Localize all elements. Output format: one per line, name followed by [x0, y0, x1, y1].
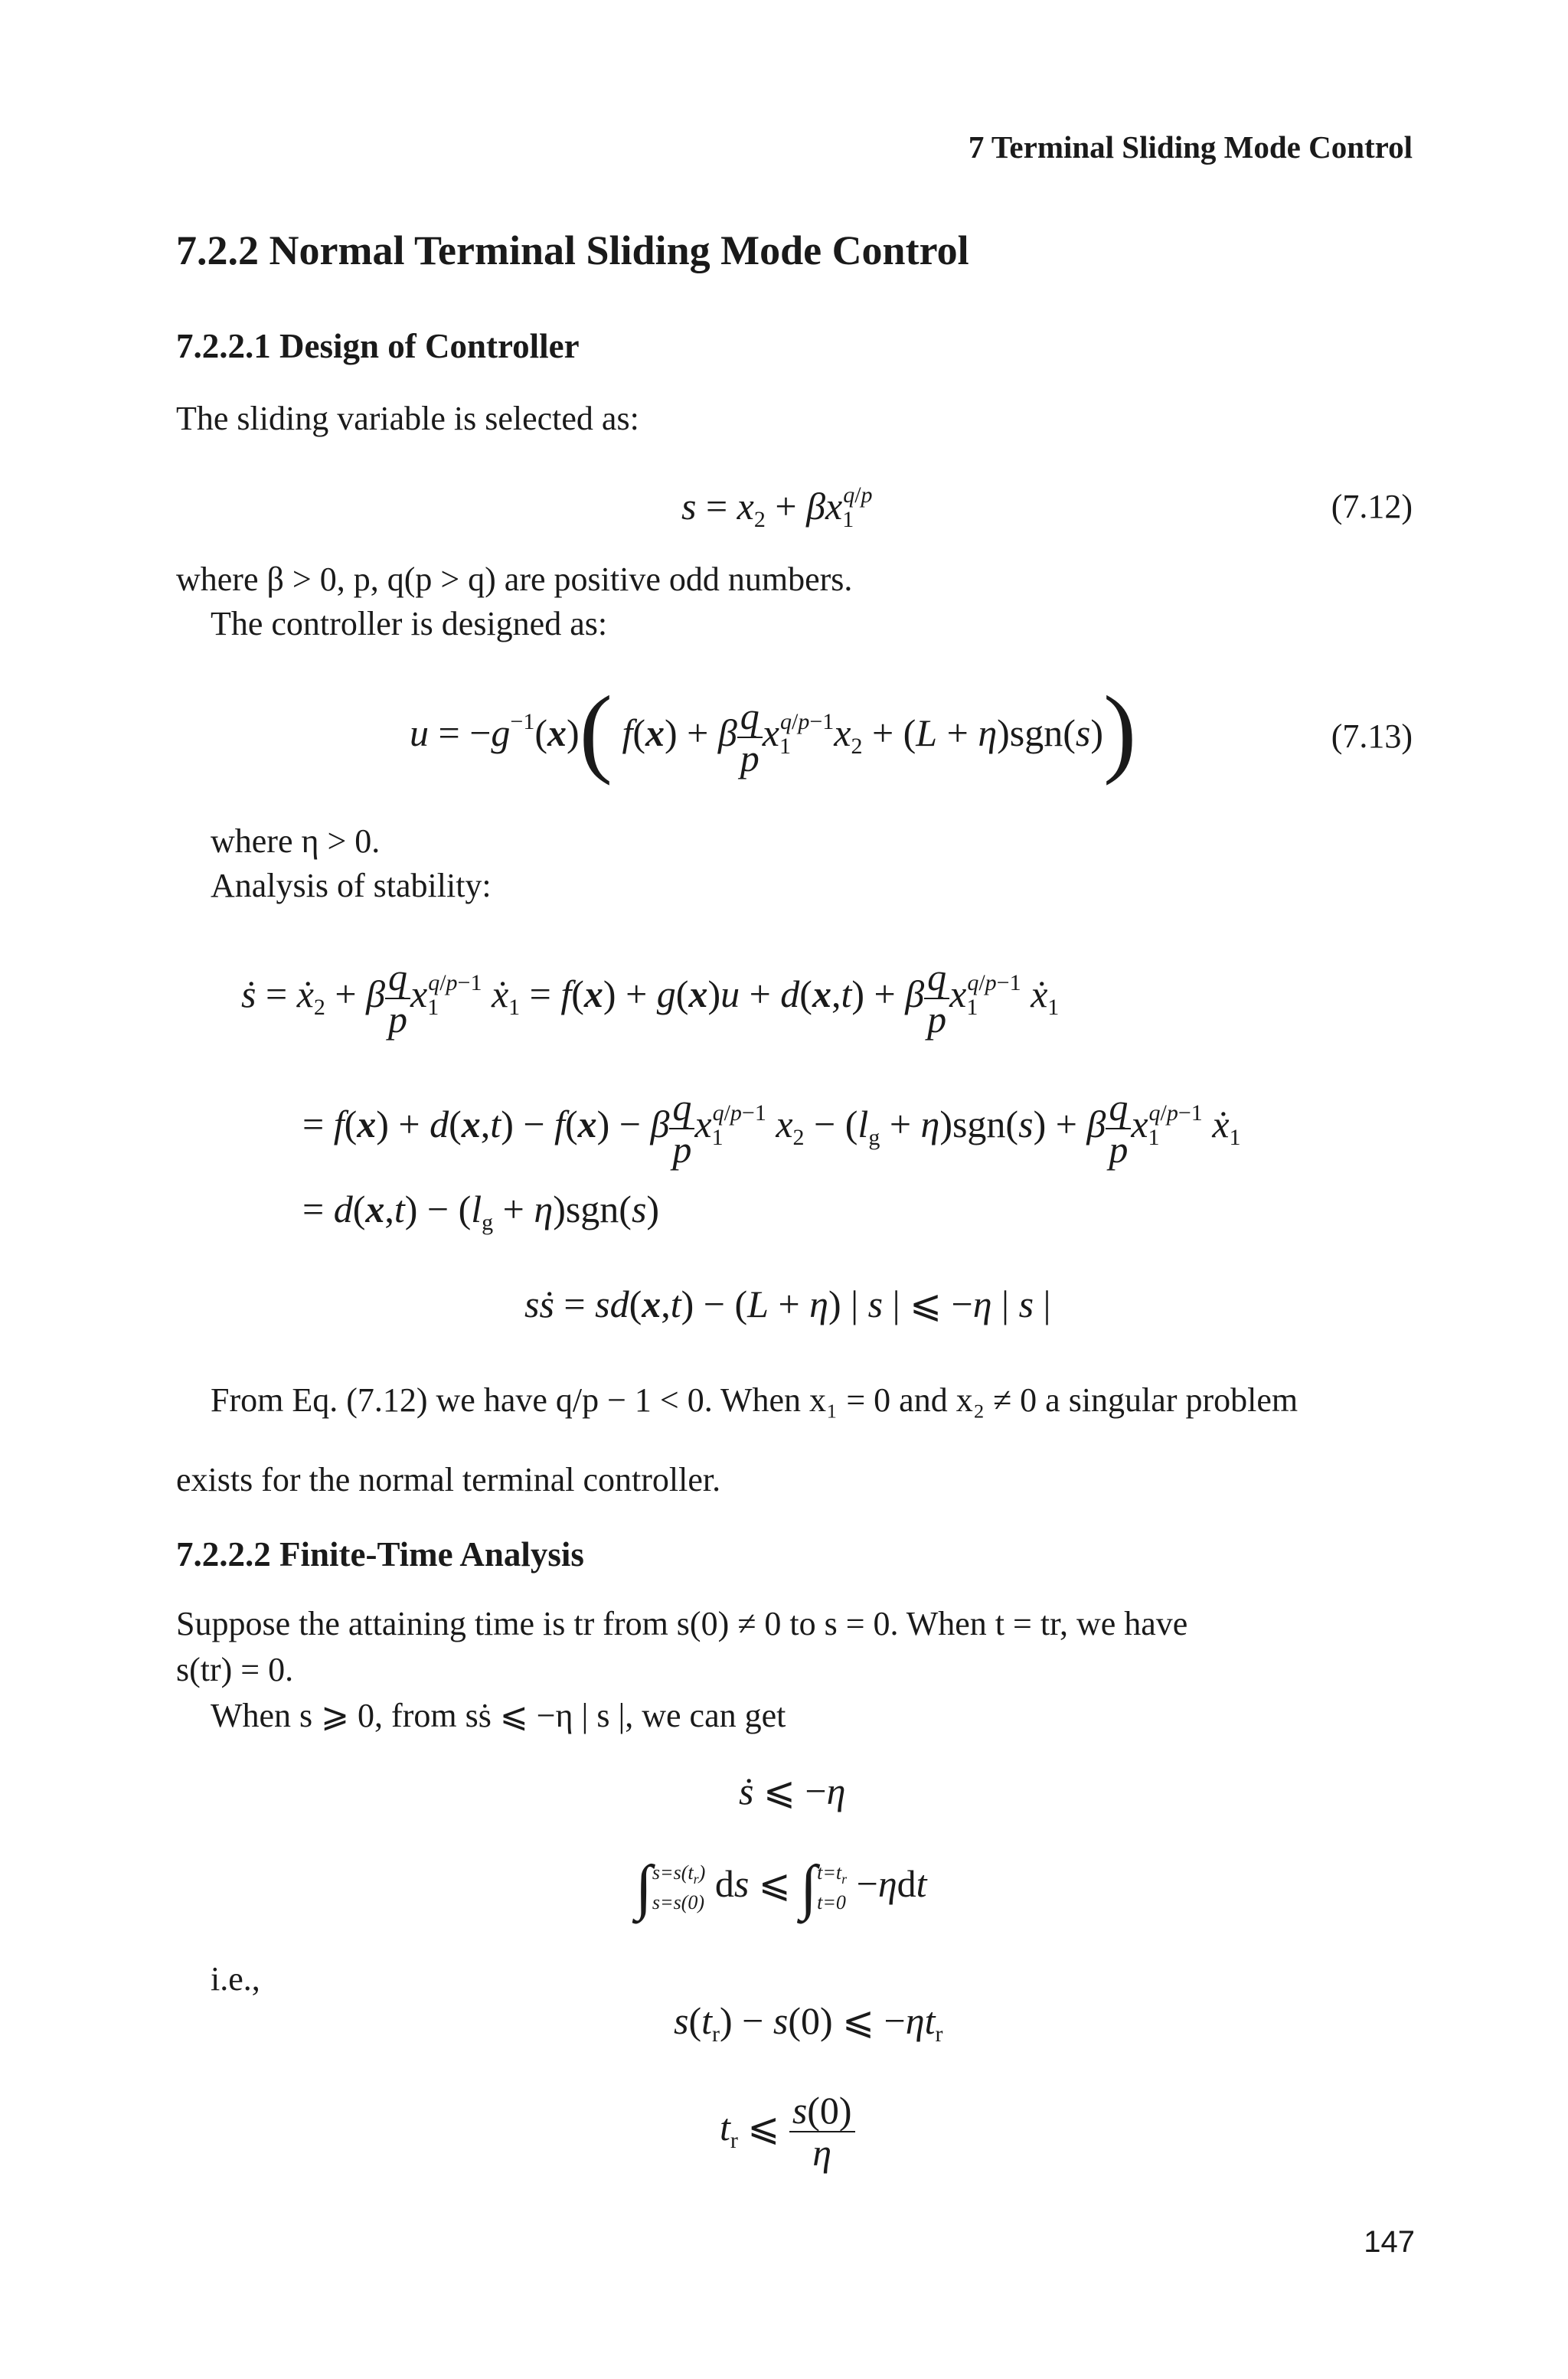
equation-sdot-line2: = f(x) + d(x,t) − f(x) − β $\frac{q}{p}$ $x_1^{q/p-1}$ $x_2 - (l_g + \eta)sgn(s) + \beta$ $\frac{q}{p}$ $x_1^{q/p-1}$ ẋ$_1$	[302, 1086, 1241, 1171]
paragraph-when-s: When s ⩾ 0, from sṡ ⩽ −η | s |, we can get	[211, 1697, 786, 1734]
equation-s-difference: $s(t_r) - s(0)$ ⩽ $-\eta t_r$	[674, 1999, 943, 2047]
paragraph-suppose-line1: Suppose the attaining time is tr from s(0) ≠ 0 to s = 0. When t = tr, we have	[176, 1605, 1188, 1642]
equation-integral: ∫ $s=s(t_r)$ s=s(0) ds ⩽ ∫ $t=t_r$ t=0 −ηdt	[635, 1854, 927, 1921]
paragraph-suppose-line2: s(tr) = 0.	[176, 1651, 294, 1688]
running-head: 7 Terminal Sliding Mode Control	[968, 129, 1413, 165]
subsection-title-finite-time: 7.2.2.2 Finite-Time Analysis	[176, 1535, 584, 1573]
equation-7-12: $s = x_2 + \beta x_1^{q/p}$	[681, 482, 873, 532]
paragraph-controller-designed: The controller is designed as:	[211, 605, 608, 642]
equation-tr-bound: $t_r$ ⩽ $\frac{s(0)}{\eta}$	[720, 2090, 855, 2172]
equation-number-7-12: (7.12)	[1331, 488, 1413, 525]
equation-sdot-bound: ṡ ⩽ −η	[739, 1770, 846, 1812]
equation-s-sdot: sṡ = sd(x,t) − (L + η) | s | ⩽ −η | s |	[524, 1283, 1051, 1325]
paragraph-ie: i.e.,	[211, 1960, 260, 1998]
paragraph-from-eq-text: From Eq. (7.12) we have q/p − 1 < 0. When x₁ = 0 and x₂ ≠ 0 a singular problem	[211, 1381, 1298, 1419]
equation-sdot-line1: ṡ = ẋ$_2$ + β $\frac{q}{p}$ $x_1^{q/p-1}$ ẋ$_1$ = f(x) + g(x)u + d(x,t) + β $\frac{q}{p}$ $x_1^{q/p-1}$ ẋ$_1$	[241, 956, 1060, 1041]
paragraph-from-eq	[211, 1378, 1413, 1423]
equation-7-13: $u = -g^{-1}(x)$( f(x) + β $\frac{q}{p}$ $x_1^{q/p-1}x_2 + (L + \eta)sgn(s)$)	[410, 676, 1137, 786]
paragraph-where-beta: where β > 0, p, q(p > q) are positive odd numbers.	[176, 560, 853, 598]
paragraph-where-eta: where η > 0.	[211, 822, 381, 860]
equation-sdot-line3: = $d(x,t) - (l_g + \eta)sgn(s)$	[302, 1188, 660, 1235]
section-title: 7.2.2 Normal Terminal Sliding Mode Control	[176, 227, 969, 273]
paragraph-exists-singular: exists for the normal terminal controller.	[176, 1461, 721, 1498]
equation-number-7-13: (7.13)	[1331, 717, 1413, 755]
paragraph-sliding-variable: The sliding variable is selected as:	[176, 400, 639, 437]
paragraph-analysis-stability: Analysis of stability:	[211, 867, 492, 904]
page-number: 147	[1364, 2225, 1415, 2259]
subsection-title-design: 7.2.2.1 Design of Controller	[176, 327, 580, 365]
